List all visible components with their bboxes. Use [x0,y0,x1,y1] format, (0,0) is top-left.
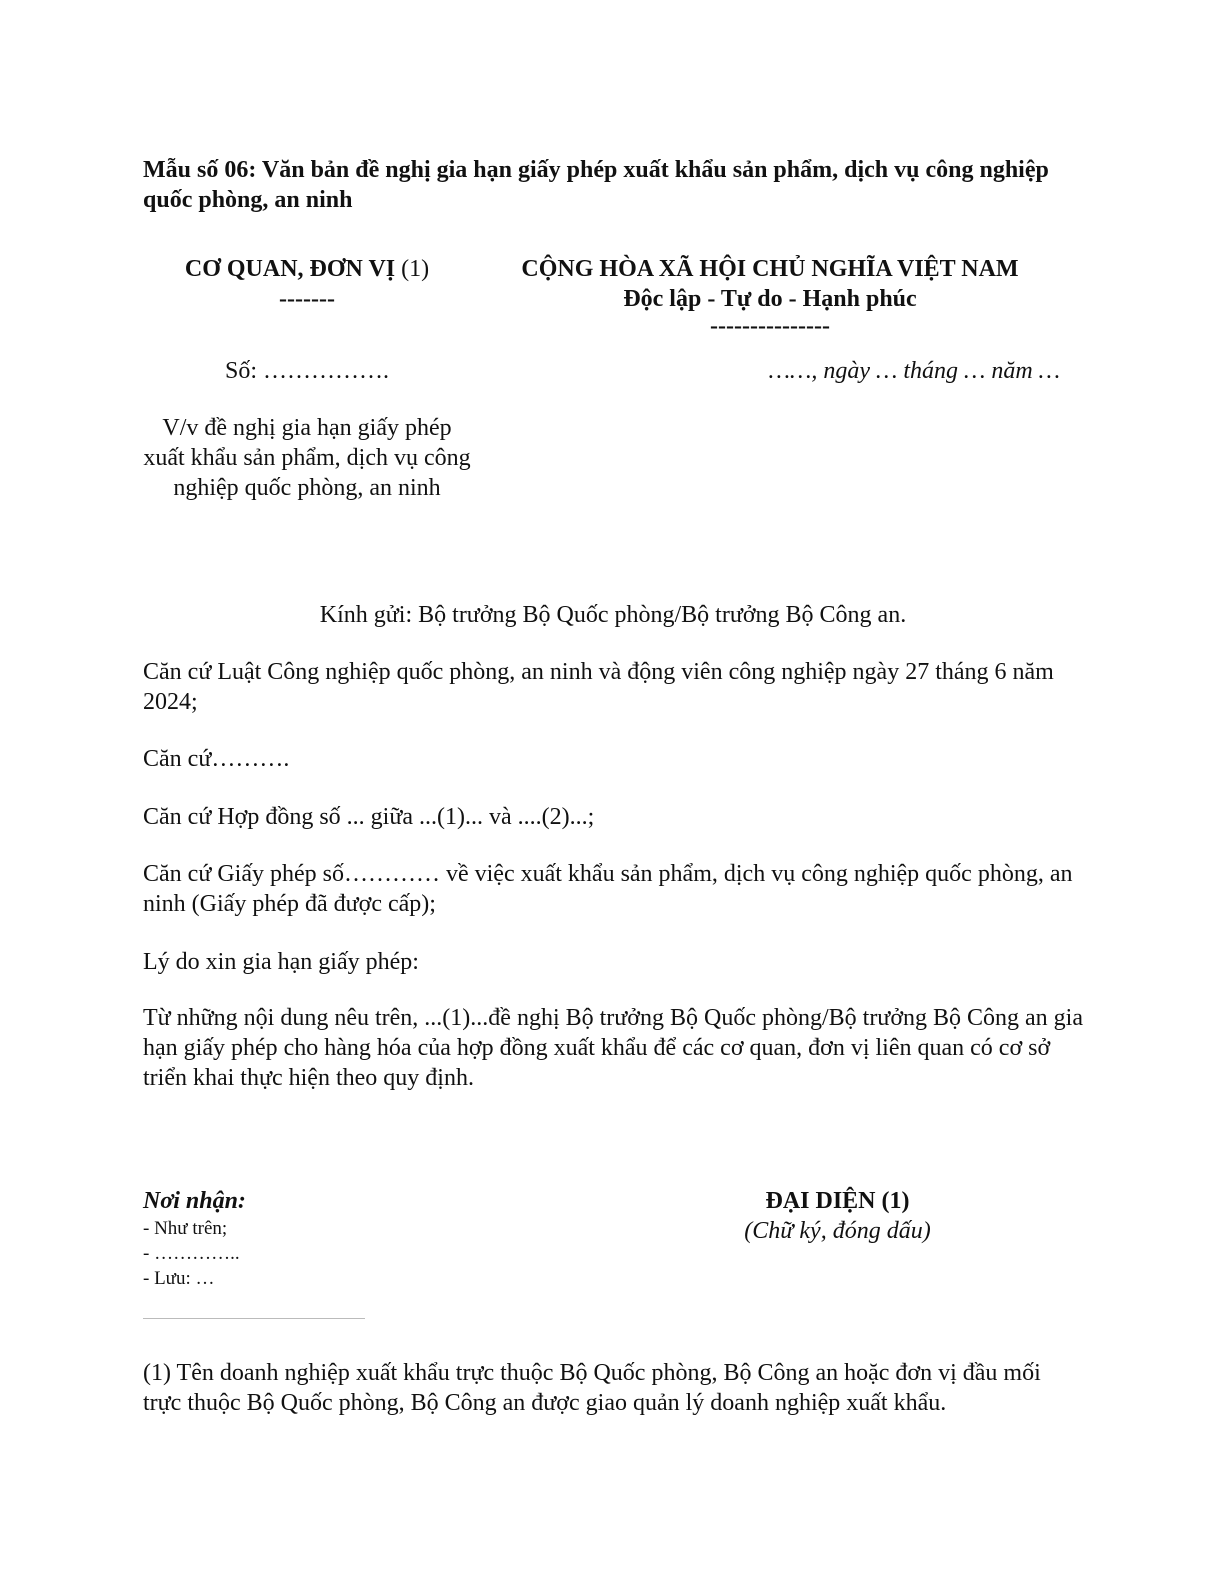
paragraph-reason: Lý do xin gia hạn giấy phép: [143,949,419,975]
signature-block [710,1186,965,1246]
national-header-block [485,254,1055,338]
document-subject: V/v đề nghị gia hạn giấy phép xuất khẩu sản phẩm, dịch vụ công nghiệp quốc phòng, an ninh [143,415,471,501]
issuing-agency-name: CƠ QUAN, ĐƠN VỊ (1) [184,256,430,282]
paragraph-legal-basis: Căn cứ Luật Công nghiệp quốc phòng, an ninh và động viên công nghiệp ngày 27 tháng 6 năm 2024; [143,659,1054,715]
recipient-line: Kính gửi: Bộ trưởng Bộ Quốc phòng/Bộ trưởng Bộ Công an. [319,602,907,628]
signature-title: ĐẠI DIỆN (1) [765,1188,910,1214]
footnote-divider [143,1318,365,1319]
recipient-item: - ………….. [143,1243,240,1264]
recipient-item: - Như trên; [143,1218,228,1239]
agency-separator: ------- [279,286,335,312]
issuing-agency-block [143,254,471,314]
paragraph-request: Từ những nội dung nêu trên, ...(1)...đề nghị Bộ trưởng Bộ Quốc phòng/Bộ trưởng Bộ Công an gia hạn giấy phép cho hàng hóa của hợp đồng xuất khẩu để các cơ quan, đơn vị liên quan có cơ sở triển khai thực hiện theo quy định. [143,1005,1083,1091]
national-motto: Độc lập - Tự do - Hạnh phúc [623,286,917,312]
recipients-list [143,1186,443,1291]
paragraph-basis-other: Căn cứ………. [143,746,290,772]
footnote: (1) Tên doanh nghiệp xuất khẩu trực thuộc Bộ Quốc phòng, Bộ Công an hoặc đơn vị đầu mối trực thuộc Bộ Quốc phòng, Bộ Công an được giao quản lý doanh nghiệp xuất khẩu. [143,1360,1041,1416]
document-number: Số: ……………. [224,358,389,384]
national-name: CỘNG HÒA XÃ HỘI CHỦ NGHĨA VIỆT NAM [521,256,1019,282]
signature-note: (Chữ ký, đóng dấu) [744,1218,931,1244]
date-line: ……, ngày … tháng … năm … [768,358,1060,384]
motto-separator: --------------- [710,313,830,339]
recipients-title: Nơi nhận: [143,1188,246,1214]
document-title: Mẫu số 06: Văn bản đề nghị gia hạn giấy phép xuất khẩu sản phẩm, dịch vụ công nghiệp quốc phòng, an ninh [143,157,1049,213]
paragraph-license: Căn cứ Giấy phép số………… về việc xuất khẩu sản phẩm, dịch vụ công nghiệp quốc phòng, an ninh (Giấy phép đã được cấp); [143,861,1073,917]
recipient-item: - Lưu: … [143,1268,215,1289]
paragraph-contract: Căn cứ Hợp đồng số ... giữa ...(1)... và ....(2)...; [143,804,595,830]
